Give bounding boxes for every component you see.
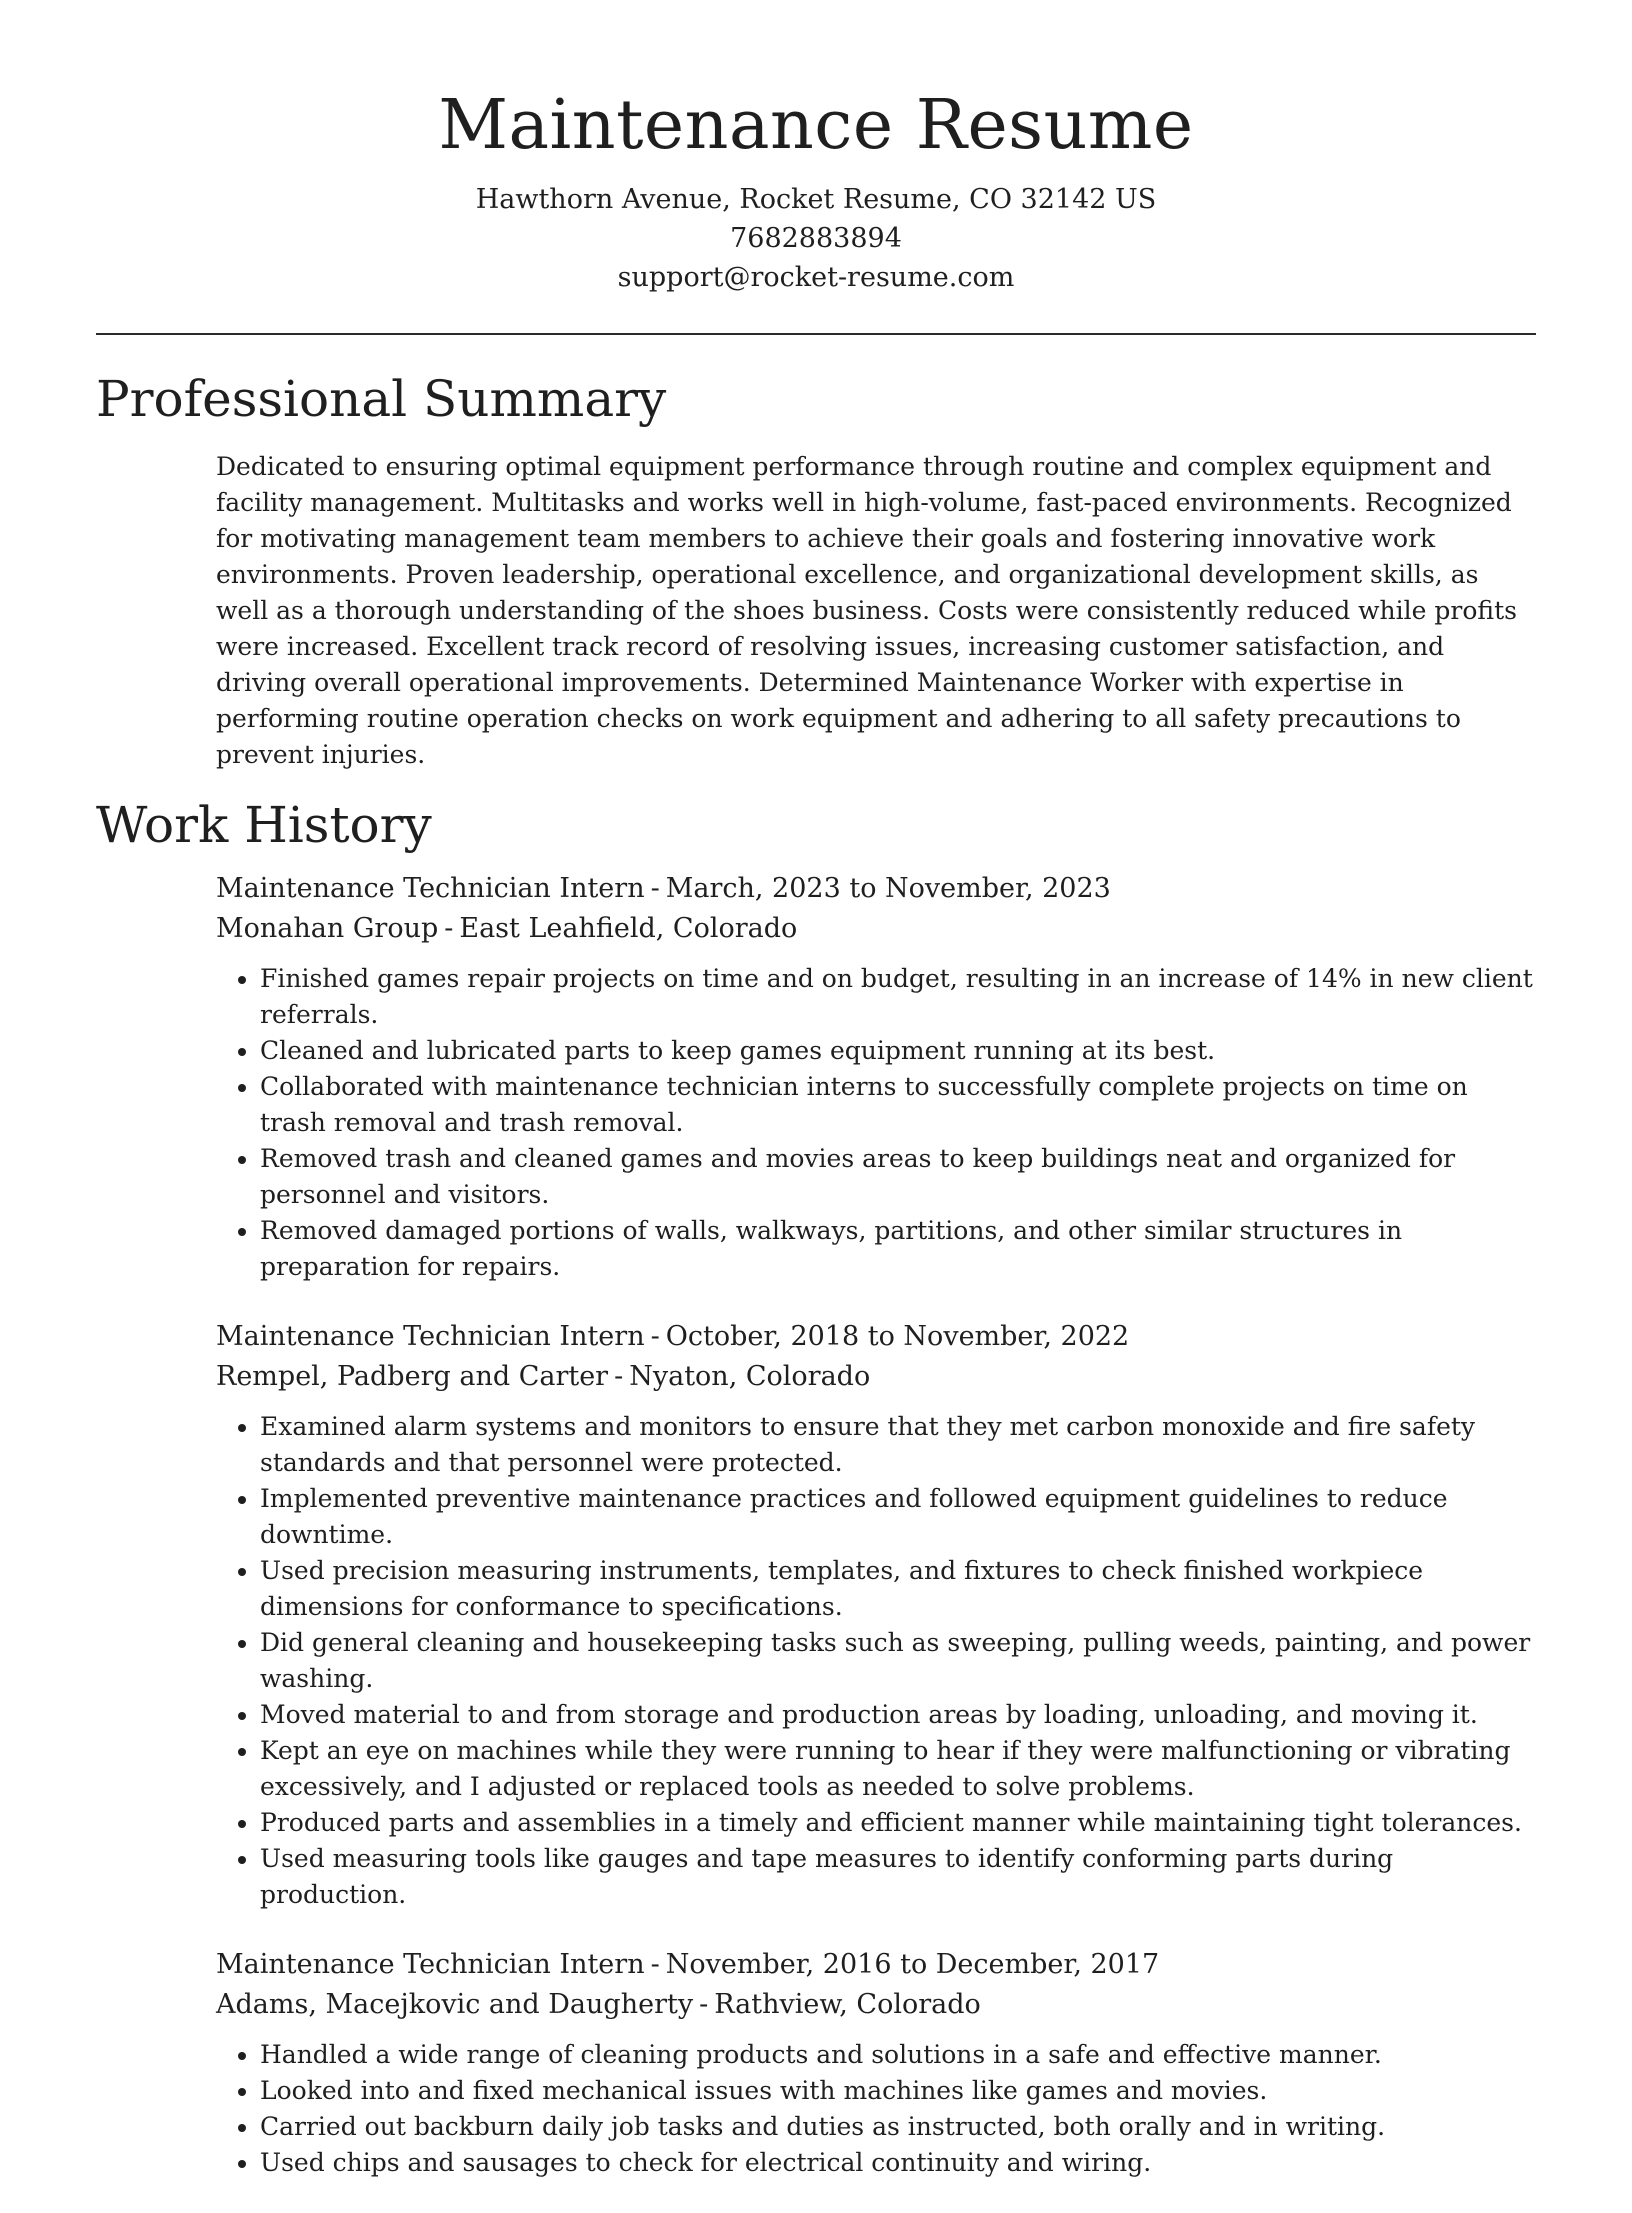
job-role-line	[216, 1317, 1536, 1357]
job-separator: -	[699, 1989, 709, 2020]
job-entry	[216, 1317, 1536, 1913]
job-bullets	[216, 2037, 1536, 2181]
list-item: • Carried out backburn daily job tasks and duties as instructed, both orally and in writing.	[260, 2109, 1536, 2145]
job-role-line	[216, 1945, 1536, 1985]
job-company-line	[216, 1985, 1536, 2025]
resume-title: Maintenance Resume	[438, 86, 1194, 165]
job-bullets	[216, 1409, 1536, 1913]
contact-email: support@rocket-resume.com	[617, 262, 1015, 293]
list-item: • Implemented preventive maintenance practices and followed equipment guidelines to reduce downtime.	[260, 1481, 1536, 1553]
section-title-work-history: Work History	[96, 796, 432, 854]
list-item: • Removed trash and cleaned games and movies areas to keep buildings neat and organized for personnel and visitors.	[260, 1141, 1536, 1213]
contact-address: Hawthorn Avenue, Rocket Resume, CO 32142 US	[475, 184, 1157, 215]
list-item: • Used chips and sausages to check for electrical continuity and wiring.	[260, 2145, 1536, 2181]
work-history-list	[216, 869, 1536, 2181]
list-item: • Did general cleaning and housekeeping tasks such as sweeping, pulling weeds, painting, and power washing.	[260, 1625, 1536, 1697]
list-item: • Collaborated with maintenance technician interns to successfully complete projects on time on trash removal and trash removal.	[260, 1069, 1536, 1141]
job-role: Maintenance Technician Intern	[216, 873, 645, 904]
list-item: • Looked into and fixed mechanical issues with machines like games and movies.	[260, 2073, 1536, 2109]
list-item: • Used precision measuring instruments, templates, and fixtures to check finished workpiece dimensions for conformance to specifications.	[260, 1553, 1536, 1625]
list-item: • Moved material to and from storage and production areas by loading, unloading, and moving it.	[260, 1697, 1536, 1733]
job-dates: November, 2016 to December, 2017	[665, 1949, 1160, 1980]
resume-header	[96, 0, 1536, 297]
job-company: Rempel, Padberg and Carter	[216, 1361, 609, 1392]
job-separator: -	[650, 1949, 660, 1980]
job-location: Rathview, Colorado	[714, 1989, 981, 2020]
contact-block	[96, 180, 1536, 297]
list-item: • Kept an eye on machines while they were running to hear if they were malfunctioning or vibrating excessively, and I adjusted or replaced tools as needed to solve problems.	[260, 1733, 1536, 1805]
job-separator: -	[650, 873, 660, 904]
summary-section	[216, 449, 1536, 773]
job-location: East Leahfield, Colorado	[459, 913, 798, 944]
list-item: • Finished games repair projects on time and on budget, resulting in an increase of 14% in new client referrals.	[260, 961, 1536, 1033]
summary-text: Dedicated to ensuring optimal equipment performance through routine and complex equipment and facility management. Multitasks and works well in high-volume, fast-paced environments. Recognized for motivating management team members to achieve their goals and fostering innovative work environments. Proven leadership, operational excellence, and organizational development skills, as well as a thorough understanding of the shoes business. Costs were consistently reduced while profits were increased. Excellent track record of resolving issues, increasing customer satisfaction, and driving overall operational improvements. Determined Maintenance Worker with expertise in performing routine operation checks on work equipment and adhering to all safety precautions to prevent injuries.	[216, 452, 1517, 769]
job-bullets	[216, 961, 1536, 1285]
job-dates: October, 2018 to November, 2022	[665, 1321, 1130, 1352]
job-company: Adams, Macejkovic and Daugherty	[216, 1989, 694, 2020]
job-entry	[216, 869, 1536, 1285]
resume-page	[96, 0, 1536, 2213]
job-role-line	[216, 869, 1536, 909]
job-role: Maintenance Technician Intern	[216, 1321, 645, 1352]
section-title-summary: Professional Summary	[96, 370, 667, 428]
job-location: Nyaton, Colorado	[629, 1361, 871, 1392]
list-item: • Examined alarm systems and monitors to ensure that they met carbon monoxide and fire safety standards and that personnel were protected.	[260, 1409, 1536, 1481]
job-separator: -	[614, 1361, 624, 1392]
contact-phone: 7682883894	[730, 223, 902, 254]
job-separator: -	[444, 913, 454, 944]
job-entry	[216, 1945, 1536, 2181]
job-company: Monahan Group	[216, 913, 439, 944]
job-company-line	[216, 909, 1536, 949]
job-separator: -	[650, 1321, 660, 1352]
list-item: • Cleaned and lubricated parts to keep games equipment running at its best.	[260, 1033, 1536, 1069]
list-item: • Handled a wide range of cleaning products and solutions in a safe and effective manner.	[260, 2037, 1536, 2073]
header-divider	[96, 333, 1536, 335]
job-dates: March, 2023 to November, 2023	[665, 873, 1111, 904]
list-item: • Produced parts and assemblies in a timely and efficient manner while maintaining tight tolerances.	[260, 1805, 1536, 1841]
list-item: • Removed damaged portions of walls, walkways, partitions, and other similar structures in preparation for repairs.	[260, 1213, 1536, 1285]
job-role: Maintenance Technician Intern	[216, 1949, 645, 1980]
job-company-line	[216, 1357, 1536, 1397]
list-item: • Used measuring tools like gauges and tape measures to identify conforming parts during production.	[260, 1841, 1536, 1913]
